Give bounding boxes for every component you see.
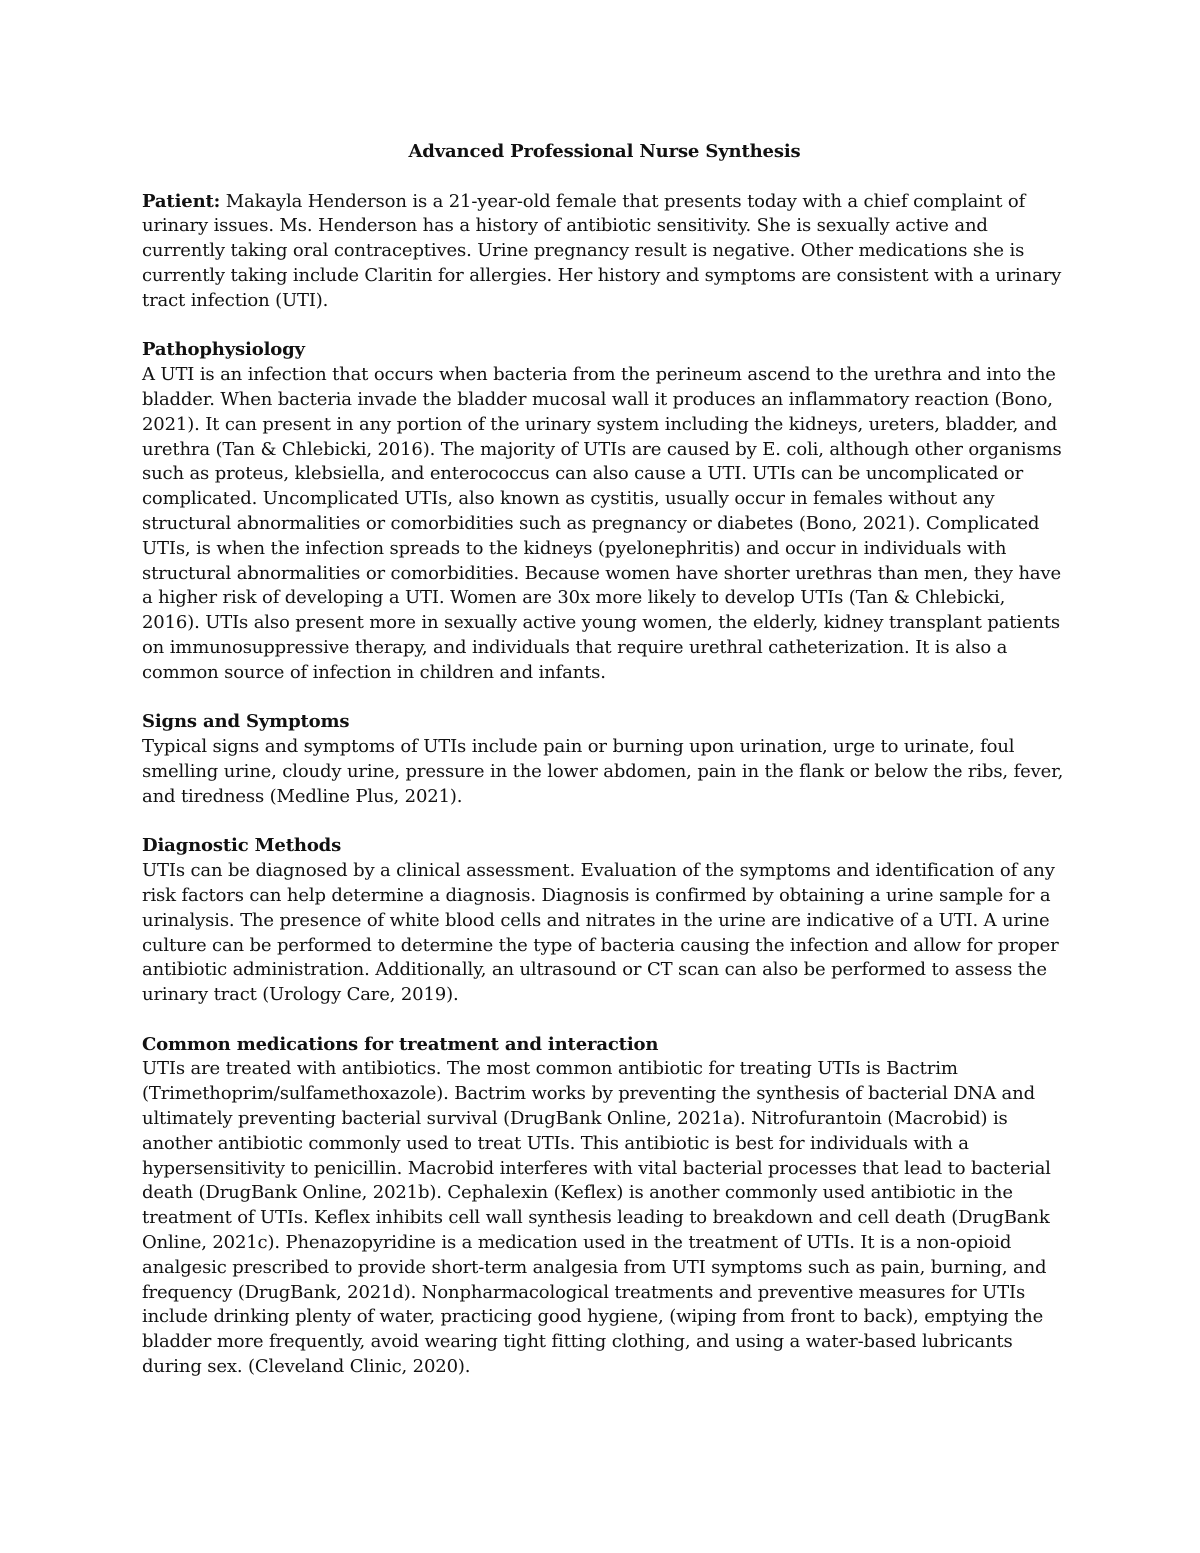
section-body: UTIs can be diagnosed by a clinical assessment. Evaluation of the symptoms and identification of any risk factors can help determine a diagnosis. Diagnosis is confirmed by obtaining a urine sample for a urinalysis. The presence of white blood cells and nitrates in the urine are indicative of a UTI. A urine culture can be performed to determine the type of bacteria causing the infection and allow for proper antibiotic administration. Additionally, an ultrasound or CT scan can also be performed to assess the urinary tract (Urology Care, 2019). [142,860,1059,1006]
section-heading: Common medications for treatment and interaction [142,1033,659,1055]
section-body: UTIs are treated with antibiotics. The most common antibiotic for treating UTIs is Bactrim (Trimethoprim/sulfamethoxazole). Bactrim works by preventing the synthesis of bacterial DNA and ultimately preventing bacterial survival (DrugBank Online, 2021a). Nitrofurantoin (Macrobid) is another antibiotic commonly used to treat UTIs. This antibiotic is best for individuals with a hypersensitivity to penicillin. Macrobid interferes with vital bacterial processes that lead to bacterial death (DrugBank Online, 2021b). Cephalexin (Keflex) is another commonly used antibiotic in the treatment of UTIs. Keflex inhibits cell wall synthesis leading to breakdown and cell death (DrugBank Online, 2021c). Phenazopyridine is a medication used in the treatment of UTIs. It is a non-opioid analgesic prescribed to provide short-term analgesia from UTI symptoms such as pain, burning, and frequency (DrugBank, 2021d). Nonpharmacological treatments and preventive measures for UTIs include drinking plenty of water, practicing good hygiene, (wiping from front to back), emptying the bladder more frequently, avoid wearing tight fitting clothing, and using a water-based lubricants during sex. (Cleveland Clinic, 2020). [142,1058,1051,1378]
patient-text: Makayla Henderson is a 21-year-old female that presents today with a chief complaint of urinary issues. Ms. Henderson has a history of antibiotic sensitivity. She is sexually active and currently taking oral contraceptives. Urine pregnancy result is negative. Other medications she is currently taking include Claritin for allergies. Her history and symptoms are consistent with a urinary tract infection (UTI). [142,190,1062,311]
section-heading: Diagnostic Methods [142,835,342,857]
section-body: A UTI is an infection that occurs when bacteria from the perineum ascend to the urethra and into the bladder. When bacteria invade the bladder mucosal wall it produces an inflammatory reaction (Bono, 2021). It can present in any portion of the urinary system including the kidneys, ureters, bladder, and urethra (Tan & Chlebicki, 2016). The majority of UTIs are caused by E. coli, although other organisms such as proteus, klebsiella, and enterococcus can also cause a UTI. UTIs can be uncomplicated or complicated. Uncomplicated UTIs, also known as cystitis, usually occur in females without any structural abnormalities or comorbidities such as pregnancy or diabetes (Bono, 2021). Complicated UTIs, is when the infection spreads to the kidneys (pyelonephritis) and occur in individuals with structural abnormalities or comorbidities. Because women have shorter urethras than men, they have a higher risk of developing a UTI. Women are 30x more likely to develop UTIs (Tan & Chlebicki, 2016). UTIs also present more in sexually active young women, the elderly, kidney transplant patients on immunosuppressive therapy, and individuals that require urethral catheterization. It is also a common source of infection in children and infants. [142,364,1062,683]
section-body: Typical signs and symptoms of UTIs include pain or burning upon urination, urge to urinate, foul smelling urine, cloudy urine, pressure in the lower abdomen, pain in the flank or below the ribs, fever, and tiredness (Medline Plus, 2021). [142,736,1064,807]
document-title: Advanced Professional Nurse Synthesis [408,141,801,162]
section-diagnostic-methods [142,834,1067,1008]
document-body [142,140,1067,1405]
section-heading: Pathophysiology [142,339,305,361]
section-pathophysiology [142,338,1067,685]
section-common-medications [142,1033,1067,1380]
patient-label: Patient: [142,190,221,212]
patient-paragraph [142,190,1067,314]
section-signs-and-symptoms [142,710,1067,809]
section-heading: Signs and Symptoms [142,711,350,733]
